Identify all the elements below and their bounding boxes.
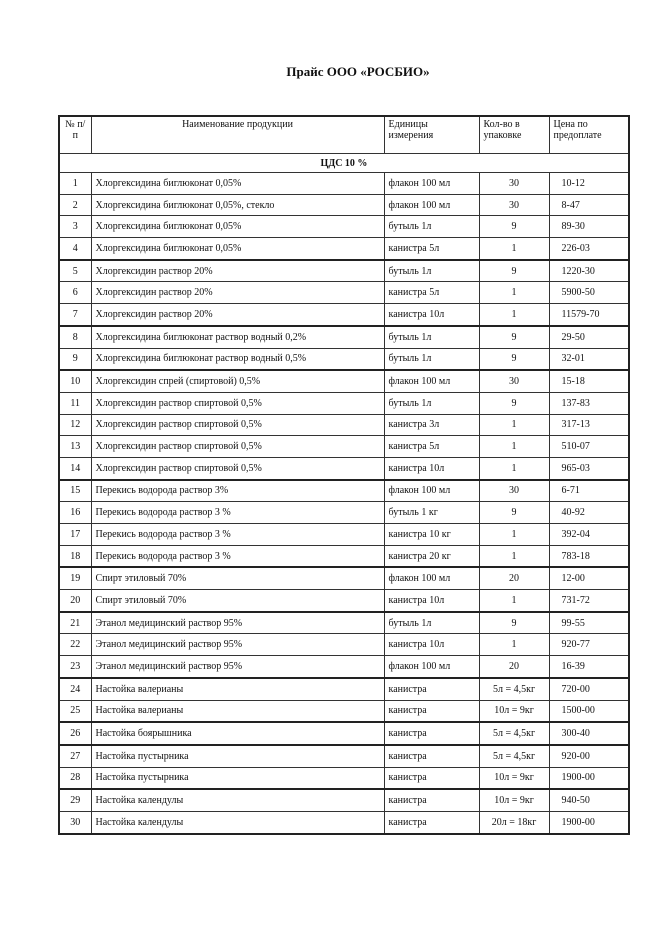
table-row: [59, 173, 629, 195]
quantity-cell: 9: [479, 260, 549, 282]
price-cell: 940-50: [549, 789, 629, 811]
price-cell: 1500-00: [549, 700, 629, 722]
quantity-cell: 9: [479, 502, 549, 524]
row-number-cell: 9: [59, 348, 91, 370]
product-name-cell: Хлоргексидин раствор 20%: [91, 304, 384, 326]
price-table: [58, 115, 630, 835]
price-cell: 920-00: [549, 745, 629, 767]
unit-cell: канистра: [384, 678, 479, 700]
unit-cell: бутыль 1л: [384, 348, 479, 370]
table-row: [59, 767, 629, 789]
product-name-cell: Хлоргексидина биглюконат 0,05%: [91, 238, 384, 260]
product-name-cell: Хлоргексидин раствор спиртовой 0,5%: [91, 414, 384, 436]
price-cell: 32-01: [549, 348, 629, 370]
price-cell: 226-03: [549, 238, 629, 260]
product-name-cell: Настойка календулы: [91, 811, 384, 833]
row-number-cell: 29: [59, 789, 91, 811]
row-number-cell: 8: [59, 326, 91, 348]
price-cell: 392-04: [549, 524, 629, 546]
table-row: [59, 567, 629, 589]
quantity-cell: 5л = 4,5кг: [479, 678, 549, 700]
product-name-cell: Настойка боярышника: [91, 722, 384, 745]
product-name-cell: Настойка валерианы: [91, 678, 384, 700]
table-row: [59, 722, 629, 745]
price-cell: 29-50: [549, 326, 629, 348]
quantity-cell: 30: [479, 194, 549, 216]
row-number-cell: 20: [59, 590, 91, 612]
unit-cell: канистра: [384, 700, 479, 722]
unit-cell: канистра 20 кг: [384, 545, 479, 567]
product-name-cell: Настойка пустырника: [91, 745, 384, 767]
quantity-cell: 1: [479, 634, 549, 656]
quantity-cell: 5л = 4,5кг: [479, 745, 549, 767]
table-row: [59, 502, 629, 524]
price-cell: 12-00: [549, 567, 629, 589]
product-name-cell: Спирт этиловый 70%: [91, 590, 384, 612]
price-cell: 16-39: [549, 656, 629, 678]
quantity-cell: 9: [479, 348, 549, 370]
unit-cell: канистра 5л: [384, 238, 479, 260]
row-number-cell: 16: [59, 502, 91, 524]
table-row: [59, 348, 629, 370]
row-number-cell: 18: [59, 545, 91, 567]
table-row: [59, 634, 629, 656]
product-name-cell: Перекись водорода раствор 3%: [91, 480, 384, 502]
unit-cell: канистра: [384, 811, 479, 833]
product-name-cell: Хлоргексидина биглюконат раствор водный 0,5%: [91, 348, 384, 370]
row-number-cell: 4: [59, 238, 91, 260]
price-cell: 783-18: [549, 545, 629, 567]
row-number-cell: 14: [59, 457, 91, 479]
quantity-cell: 9: [479, 216, 549, 238]
price-cell: 1900-00: [549, 811, 629, 833]
unit-cell: флакон 100 мл: [384, 656, 479, 678]
price-cell: 6-71: [549, 480, 629, 502]
product-name-cell: Хлоргексидин спрей (спиртовой) 0,5%: [91, 370, 384, 392]
product-name-cell: Хлоргексидин раствор спиртовой 0,5%: [91, 436, 384, 458]
quantity-cell: 1: [479, 414, 549, 436]
row-number-cell: 3: [59, 216, 91, 238]
table-row: [59, 304, 629, 326]
table-row: [59, 700, 629, 722]
product-name-cell: Хлоргексидина биглюконат раствор водный 0,2%: [91, 326, 384, 348]
product-name-cell: Хлоргексидина биглюконат 0,05%: [91, 216, 384, 238]
unit-cell: бутыль 1 кг: [384, 502, 479, 524]
product-name-cell: Хлоргексидина биглюконат 0,05%: [91, 173, 384, 195]
quantity-cell: 9: [479, 392, 549, 414]
unit-cell: канистра 5л: [384, 436, 479, 458]
quantity-cell: 1: [479, 524, 549, 546]
price-cell: 731-72: [549, 590, 629, 612]
row-number-cell: 13: [59, 436, 91, 458]
row-number-cell: 26: [59, 722, 91, 745]
price-cell: 15-18: [549, 370, 629, 392]
table-row: [59, 216, 629, 238]
price-cell: 720-00: [549, 678, 629, 700]
table-row: [59, 745, 629, 767]
quantity-cell: 30: [479, 480, 549, 502]
table-row: [59, 392, 629, 414]
table-row: [59, 194, 629, 216]
product-name-cell: Настойка валерианы: [91, 700, 384, 722]
unit-cell: флакон 100 мл: [384, 173, 479, 195]
product-name-cell: Этанол медицинский раствор 95%: [91, 634, 384, 656]
quantity-cell: 20л = 18кг: [479, 811, 549, 833]
product-name-cell: Перекись водорода раствор 3 %: [91, 524, 384, 546]
unit-cell: канистра: [384, 767, 479, 789]
row-number-cell: 15: [59, 480, 91, 502]
table-row: [59, 612, 629, 634]
row-number-cell: 11: [59, 392, 91, 414]
unit-cell: бутыль 1л: [384, 326, 479, 348]
price-cell: 510-07: [549, 436, 629, 458]
quantity-cell: 9: [479, 326, 549, 348]
product-name-cell: Хлоргексидин раствор 20%: [91, 282, 384, 304]
product-name-cell: Перекись водорода раствор 3 %: [91, 502, 384, 524]
section-row: [59, 154, 629, 173]
row-number-cell: 7: [59, 304, 91, 326]
quantity-cell: 10л = 9кг: [479, 789, 549, 811]
row-number-cell: 21: [59, 612, 91, 634]
price-cell: 5900-50: [549, 282, 629, 304]
quantity-cell: 1: [479, 282, 549, 304]
quantity-cell: 5л = 4,5кг: [479, 722, 549, 745]
header-price: Цена по предоплате: [549, 116, 629, 154]
row-number-cell: 17: [59, 524, 91, 546]
table-row: [59, 590, 629, 612]
unit-cell: бутыль 1л: [384, 392, 479, 414]
table-row: [59, 436, 629, 458]
product-name-cell: Настойка календулы: [91, 789, 384, 811]
product-name-cell: Спирт этиловый 70%: [91, 567, 384, 589]
page-title: Прайс ООО «РОСБИО»: [286, 64, 430, 79]
price-cell: 1900-00: [549, 767, 629, 789]
price-cell: 40-92: [549, 502, 629, 524]
table-row: [59, 457, 629, 479]
section-title: ЦДС 10 %: [59, 154, 629, 173]
unit-cell: канистра: [384, 745, 479, 767]
unit-cell: флакон 100 мл: [384, 194, 479, 216]
row-number-cell: 10: [59, 370, 91, 392]
table-row: [59, 656, 629, 678]
row-number-cell: 30: [59, 811, 91, 833]
product-name-cell: Хлоргексидин раствор спиртовой 0,5%: [91, 392, 384, 414]
unit-cell: канистра: [384, 722, 479, 745]
row-number-cell: 28: [59, 767, 91, 789]
unit-cell: канистра 10л: [384, 304, 479, 326]
unit-cell: бутыль 1л: [384, 260, 479, 282]
table-header-row: [59, 116, 629, 154]
quantity-cell: 1: [479, 457, 549, 479]
table-row: [59, 524, 629, 546]
row-number-cell: 22: [59, 634, 91, 656]
quantity-cell: 1: [479, 545, 549, 567]
price-cell: 8-47: [549, 194, 629, 216]
unit-cell: канистра 10л: [384, 634, 479, 656]
row-number-cell: 27: [59, 745, 91, 767]
quantity-cell: 30: [479, 173, 549, 195]
row-number-cell: 19: [59, 567, 91, 589]
product-name-cell: Этанол медицинский раствор 95%: [91, 612, 384, 634]
row-number-cell: 1: [59, 173, 91, 195]
row-number-cell: 12: [59, 414, 91, 436]
price-cell: 1220-30: [549, 260, 629, 282]
price-cell: 99-55: [549, 612, 629, 634]
table-row: [59, 480, 629, 502]
quantity-cell: 20: [479, 656, 549, 678]
product-name-cell: Настойка пустырника: [91, 767, 384, 789]
table-row: [59, 326, 629, 348]
row-number-cell: 25: [59, 700, 91, 722]
row-number-cell: 24: [59, 678, 91, 700]
quantity-cell: 1: [479, 304, 549, 326]
quantity-cell: 10л = 9кг: [479, 700, 549, 722]
price-cell: 920-77: [549, 634, 629, 656]
unit-cell: канистра 10 кг: [384, 524, 479, 546]
row-number-cell: 5: [59, 260, 91, 282]
table-row: [59, 260, 629, 282]
table-row: [59, 282, 629, 304]
unit-cell: канистра 10л: [384, 590, 479, 612]
table-row: [59, 238, 629, 260]
header-quantity: Кол-во в упаковке: [479, 116, 549, 154]
quantity-cell: 1: [479, 436, 549, 458]
product-name-cell: Хлоргексидина биглюконат 0,05%, стекло: [91, 194, 384, 216]
price-cell: 317-13: [549, 414, 629, 436]
table-row: [59, 678, 629, 700]
unit-cell: бутыль 1л: [384, 216, 479, 238]
row-number-cell: 6: [59, 282, 91, 304]
product-name-cell: Перекись водорода раствор 3 %: [91, 545, 384, 567]
table-row: [59, 370, 629, 392]
unit-cell: канистра 10л: [384, 457, 479, 479]
price-cell: 89-30: [549, 216, 629, 238]
table-row: [59, 789, 629, 811]
unit-cell: канистра 3л: [384, 414, 479, 436]
product-name-cell: Хлоргексидин раствор 20%: [91, 260, 384, 282]
price-cell: 10-12: [549, 173, 629, 195]
table-row: [59, 545, 629, 567]
unit-cell: флакон 100 мл: [384, 370, 479, 392]
table-row: [59, 811, 629, 833]
unit-cell: бутыль 1л: [384, 612, 479, 634]
header-number: № п/п: [59, 116, 91, 154]
price-cell: 137-83: [549, 392, 629, 414]
quantity-cell: 9: [479, 612, 549, 634]
product-name-cell: Хлоргексидин раствор спиртовой 0,5%: [91, 457, 384, 479]
price-cell: 300-40: [549, 722, 629, 745]
quantity-cell: 1: [479, 590, 549, 612]
price-cell: 11579-70: [549, 304, 629, 326]
quantity-cell: 10л = 9кг: [479, 767, 549, 789]
unit-cell: канистра: [384, 789, 479, 811]
quantity-cell: 30: [479, 370, 549, 392]
header-product-name: Наименование продукции: [91, 116, 384, 154]
row-number-cell: 2: [59, 194, 91, 216]
price-cell: 965-03: [549, 457, 629, 479]
unit-cell: флакон 100 мл: [384, 567, 479, 589]
row-number-cell: 23: [59, 656, 91, 678]
quantity-cell: 20: [479, 567, 549, 589]
unit-cell: канистра 5л: [384, 282, 479, 304]
header-unit: Единицы измерения: [384, 116, 479, 154]
product-name-cell: Этанол медицинский раствор 95%: [91, 656, 384, 678]
quantity-cell: 1: [479, 238, 549, 260]
table-row: [59, 414, 629, 436]
unit-cell: флакон 100 мл: [384, 480, 479, 502]
